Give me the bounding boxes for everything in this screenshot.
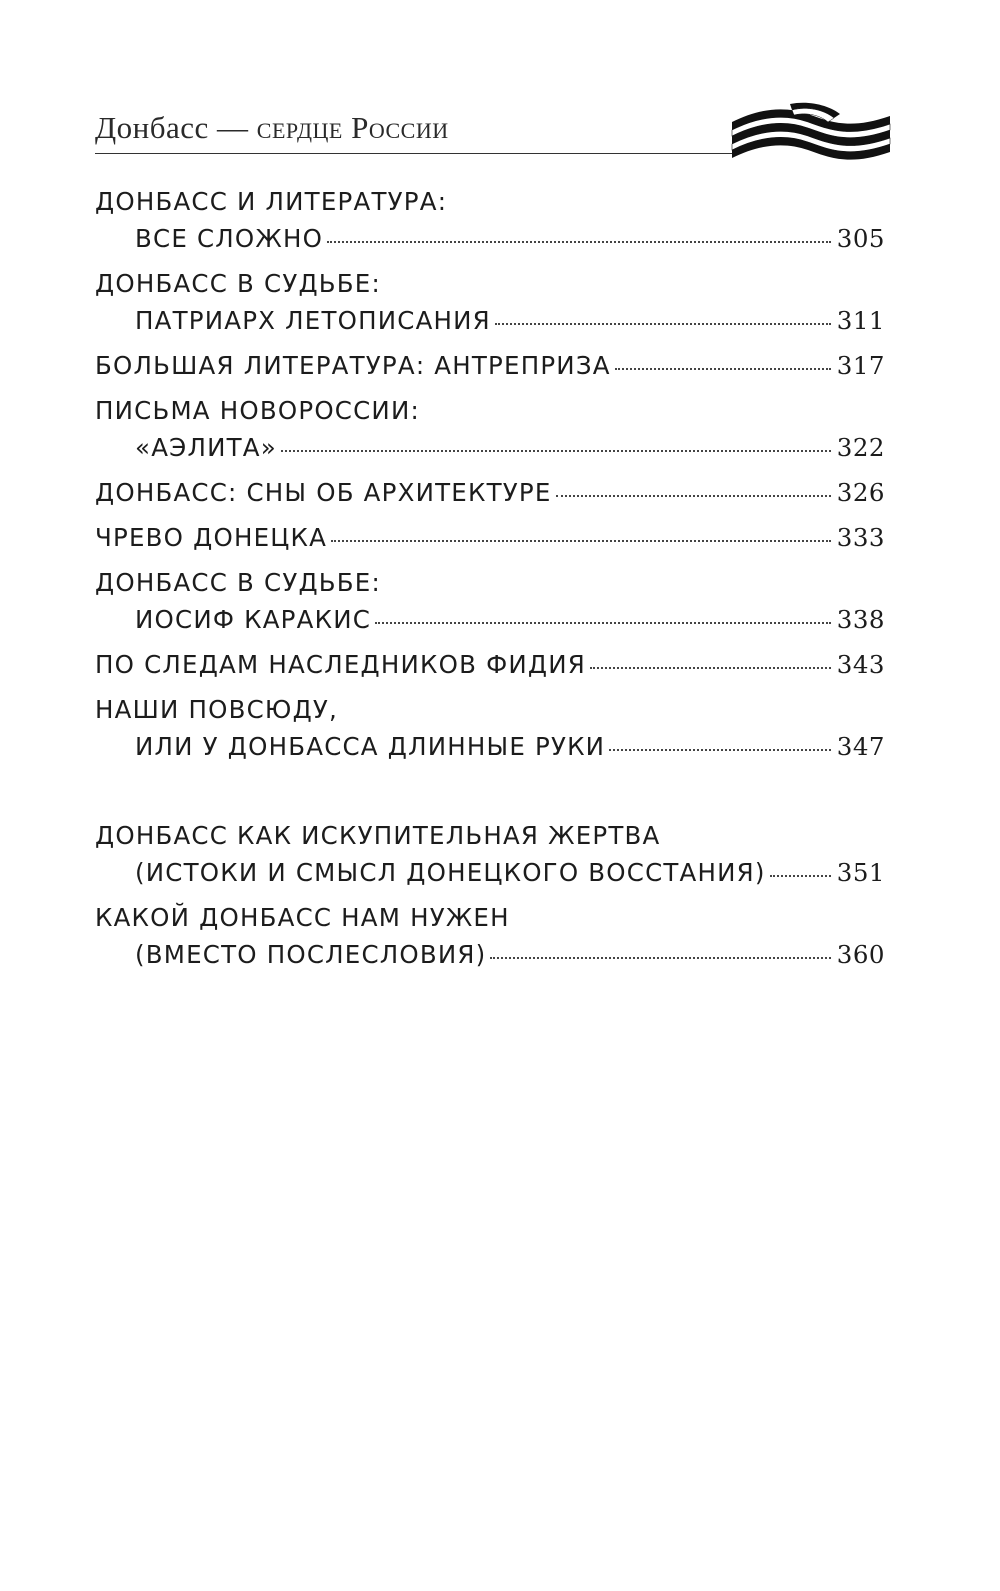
dot-leader (609, 749, 831, 751)
toc-entry-title: «АЭЛИТА» (135, 433, 277, 462)
toc-entry-line (95, 601, 885, 638)
dot-leader (770, 875, 831, 877)
toc-page-number: 305 (836, 224, 885, 253)
toc-entry-title: ДОНБАСС В СУДЬБЕ: (95, 568, 381, 597)
toc-entry-line (95, 646, 885, 683)
toc-entry-line (95, 183, 885, 220)
header-rule (95, 153, 735, 154)
table-of-contents (95, 183, 885, 981)
toc-entry-title: ИОСИФ КАРАКИС (135, 605, 372, 634)
toc-entry[interactable] (95, 347, 885, 384)
toc-page-number: 343 (836, 650, 885, 679)
toc-entry-line (95, 392, 885, 429)
toc-entry-line (95, 854, 885, 891)
running-header (95, 100, 890, 160)
toc-entry-line (95, 302, 885, 339)
toc-entry[interactable] (95, 519, 885, 556)
toc-page-number: 326 (836, 478, 885, 507)
toc-entry-line (95, 347, 885, 384)
toc-entry-line (95, 220, 885, 257)
toc-entry-title: НАШИ ПОВСЮДУ, (95, 695, 339, 724)
toc-entry-title: БОЛЬШАЯ ЛИТЕРАТУРА: АНТРЕПРИЗА (95, 351, 611, 380)
toc-entry[interactable] (95, 474, 885, 511)
book-title (95, 110, 449, 146)
dot-leader (490, 957, 830, 959)
toc-entry-line (95, 429, 885, 466)
toc-entry-title: ДОНБАСС КАК ИСКУПИТЕЛЬНАЯ ЖЕРТВА (95, 821, 661, 850)
toc-page-number: 333 (836, 523, 885, 552)
toc-entry[interactable] (95, 899, 885, 973)
toc-entry-title: ЧРЕВО ДОНЕЦКА (95, 523, 328, 552)
toc-entry[interactable] (95, 265, 885, 339)
toc-page-number: 351 (836, 858, 885, 887)
dot-leader (590, 667, 831, 669)
toc-entry[interactable] (95, 183, 885, 257)
toc-entry-line (95, 564, 885, 601)
toc-page-number: 338 (836, 605, 885, 634)
toc-entry-line (95, 265, 885, 302)
toc-entry[interactable] (95, 817, 885, 891)
toc-page-number: 347 (836, 732, 885, 761)
dot-leader (495, 323, 831, 325)
toc-entry-title: КАКОЙ ДОНБАСС НАМ НУЖЕН (95, 903, 510, 932)
toc-entry[interactable] (95, 392, 885, 466)
toc-entry-line (95, 899, 885, 936)
toc-entry[interactable] (95, 564, 885, 638)
dot-leader (281, 450, 831, 452)
toc-entry-title: ДОНБАСС В СУДЬБЕ: (95, 269, 381, 298)
toc-entry-line (95, 936, 885, 973)
toc-entry-line (95, 519, 885, 556)
toc-entry-title: ПО СЛЕДАМ НАСЛЕДНИКОВ ФИДИЯ (95, 650, 586, 679)
dot-leader (556, 495, 831, 497)
toc-entry-title: ВСЕ СЛОЖНО (135, 224, 324, 253)
toc-entry-title: (ИСТОКИ И СМЫСЛ ДОНЕЦКОГО ВОССТАНИЯ) (135, 858, 766, 887)
toc-entry-line (95, 817, 885, 854)
dot-leader (615, 368, 831, 370)
toc-entry-line (95, 474, 885, 511)
toc-entry-title: ИЛИ У ДОНБАССА ДЛИННЫЕ РУКИ (135, 732, 606, 761)
dot-leader (331, 540, 831, 542)
book-title-prefix: Донбасс — (95, 110, 249, 145)
toc-page-number: 322 (836, 433, 885, 462)
dot-leader (375, 622, 831, 624)
toc-entry-title: ПАТРИАРХ ЛЕТОПИСАНИЯ (135, 306, 491, 335)
st-george-ribbon-icon (730, 100, 892, 162)
toc-page-number: 317 (836, 351, 885, 380)
dot-leader (327, 241, 831, 243)
toc-entry-title: ПИСЬМА НОВОРОССИИ: (95, 396, 420, 425)
toc-entry-title: (ВМЕСТО ПОСЛЕСЛОВИЯ) (135, 940, 487, 969)
book-title-end: России (351, 110, 449, 145)
toc-page-number: 311 (836, 306, 885, 335)
book-title-mid: сердце (248, 110, 352, 145)
toc-page-number: 360 (836, 940, 885, 969)
toc-entry[interactable] (95, 691, 885, 765)
toc-entry[interactable] (95, 646, 885, 683)
toc-entry-line (95, 728, 885, 765)
toc-entry-title: ДОНБАСС И ЛИТЕРАТУРА: (95, 187, 448, 216)
toc-entry-line (95, 691, 885, 728)
toc-entry-title: ДОНБАСС: СНЫ ОБ АРХИТЕКТУРЕ (95, 478, 552, 507)
